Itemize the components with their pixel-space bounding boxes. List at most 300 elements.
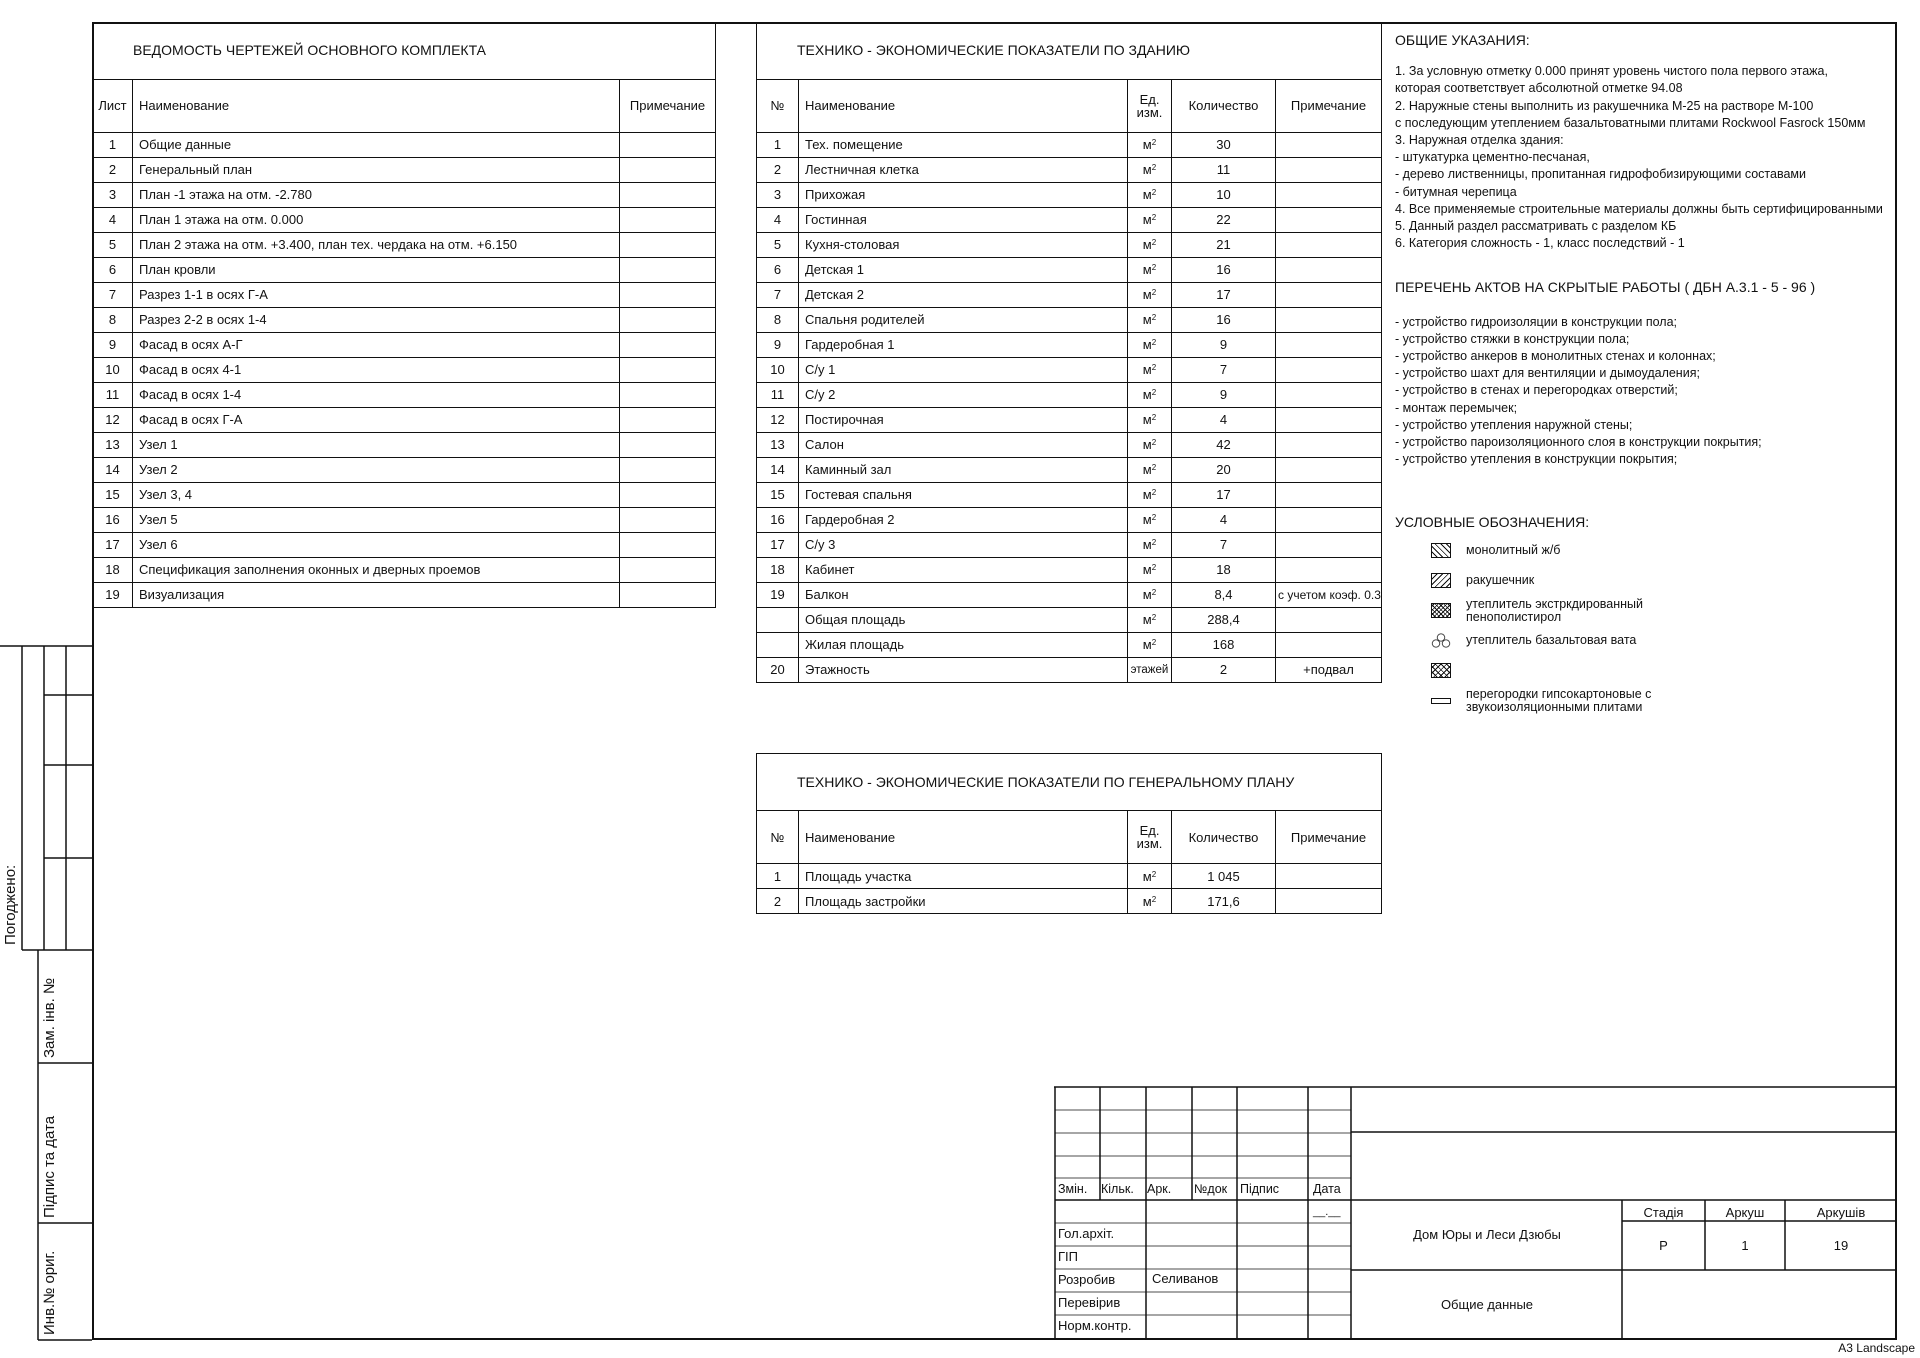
- unit-text: м: [1142, 537, 1152, 552]
- building-indicators-table: [756, 22, 1382, 683]
- unit-text: м: [1142, 487, 1152, 502]
- sheet-title: Спецификация заполнения оконных и дверных проемов: [133, 557, 620, 582]
- row-note: [1276, 382, 1382, 407]
- table-row: [757, 457, 1382, 482]
- row-number: 2: [757, 157, 799, 182]
- replace-inv-label: Зам. інв. №: [41, 977, 58, 1058]
- title-block-col-header: №док: [1194, 1182, 1228, 1196]
- developer-name: Селиванов: [1152, 1271, 1219, 1286]
- hidden-works-list: [1395, 314, 1895, 469]
- role-label: Норм.контр.: [1058, 1318, 1132, 1333]
- date-mark: __.__: [1313, 1206, 1341, 1218]
- role-label: Гол.архіт.: [1058, 1226, 1115, 1241]
- row-note: [1276, 357, 1382, 382]
- col-header-qty: Количество: [1172, 811, 1276, 864]
- sheet-title: Визуализация: [133, 582, 620, 607]
- area-value: 21: [1172, 232, 1276, 257]
- area-value: 7: [1172, 532, 1276, 557]
- sheet-number: 3: [93, 182, 133, 207]
- table-row: [93, 407, 716, 432]
- unit-sup: 2: [1151, 513, 1157, 522]
- area-value: 42: [1172, 432, 1276, 457]
- sheet-number: 15: [93, 482, 133, 507]
- table-header-row: [757, 811, 1382, 864]
- table-row: [757, 407, 1382, 432]
- hatch-xps-icon: [1431, 603, 1451, 618]
- table-row: [757, 657, 1382, 682]
- title-block-col-header: Змін.: [1058, 1182, 1088, 1196]
- room-name: Каминный зал: [799, 457, 1128, 482]
- room-name: Кухня-столовая: [799, 232, 1128, 257]
- legend-label: [1466, 574, 1534, 587]
- room-name: Балкон: [799, 582, 1128, 607]
- note-line: 3. Наружная отделка здания:: [1395, 133, 1564, 148]
- table-row: [93, 457, 716, 482]
- table-row: [757, 307, 1382, 332]
- unit-text: м: [1142, 437, 1152, 452]
- unit-text: м: [1142, 162, 1152, 177]
- col-header-qty: Количество: [1172, 79, 1276, 132]
- table-row: [757, 532, 1382, 557]
- sheet-title: Узел 2: [133, 457, 620, 482]
- table-row: [757, 357, 1382, 382]
- room-name: С/у 1: [799, 357, 1128, 382]
- building-indicators-title: ТЕХНИКО - ЭКОНОМИЧЕСКИЕ ПОКАЗАТЕЛИ ПО ЗДАНИЮ: [757, 22, 1382, 79]
- unit-text: м: [1142, 637, 1152, 652]
- row-number: 18: [757, 557, 799, 582]
- table-row: [757, 232, 1382, 257]
- sheet-value: 1: [1741, 1238, 1749, 1253]
- legend-item: [1395, 656, 1895, 686]
- role-label: ГІП: [1058, 1249, 1078, 1264]
- unit-sup: 2: [1151, 869, 1157, 879]
- row-number: 4: [757, 207, 799, 232]
- sheet-note: [620, 407, 716, 432]
- sheet-note: [620, 357, 716, 382]
- sheet-title: План кровли: [133, 257, 620, 282]
- unit-cell: [1128, 332, 1172, 357]
- unit-sup: 2: [1151, 338, 1157, 347]
- legend-item: [1395, 566, 1895, 596]
- room-name: Жилая площадь: [799, 632, 1128, 657]
- sheet-number: 6: [93, 257, 133, 282]
- hidden-work-line: - устройство пароизоляционного слоя в конструкции покрытия;: [1395, 435, 1762, 450]
- sheet-title: План 2 этажа на отм. +3.400, план тех. чердака на отм. +6.150: [133, 232, 620, 257]
- row-note: [1276, 407, 1382, 432]
- inv-orig-label: Инв.№ ориг.: [41, 1250, 58, 1335]
- hidden-work-line: - устройство в стенах и перегородках отверстий;: [1395, 383, 1678, 398]
- sheets-header: Аркушів: [1816, 1205, 1866, 1220]
- unit-text: м: [1142, 287, 1152, 302]
- col-header-name: Наименование: [799, 811, 1128, 864]
- table-title-row: [757, 754, 1382, 811]
- row-note: [1276, 207, 1382, 232]
- table-row: [757, 282, 1382, 307]
- row-number: 15: [757, 482, 799, 507]
- table-row: [757, 632, 1382, 657]
- sheet-note: [620, 432, 716, 457]
- legend-label-line: ракушечник: [1466, 573, 1535, 588]
- unit-sup: 2: [1151, 363, 1157, 372]
- legend-list: [1395, 536, 1895, 716]
- table-row: [93, 132, 716, 157]
- table-row: [93, 232, 716, 257]
- area-value: 17: [1172, 282, 1276, 307]
- hidden-work-line: - устройство утепления наружной стены;: [1395, 417, 1633, 432]
- area-value: 4: [1172, 507, 1276, 532]
- unit-cell: [1128, 357, 1172, 382]
- sheet-title: Узел 6: [133, 532, 620, 557]
- hidden-work-line: - устройство утепления в конструкции покрытия;: [1395, 452, 1678, 467]
- unit-sup: 2: [1151, 213, 1157, 222]
- sheet-title: Узел 3, 4: [133, 482, 620, 507]
- row-note: [1276, 182, 1382, 207]
- note-line: - дерево лиственницы, пропитанная гидрофобизирующими составами: [1395, 167, 1806, 182]
- note-line: 2. Наружные стены выполнить из ракушечника М-25 на растворе М-100: [1395, 98, 1814, 113]
- area-value: 30: [1172, 132, 1276, 157]
- sheet-note: [620, 232, 716, 257]
- row-note: [1276, 457, 1382, 482]
- col-header-num: №: [757, 79, 799, 132]
- sheet-note: [620, 532, 716, 557]
- sheet-number: 5: [93, 232, 133, 257]
- room-name: Лестничная клетка: [799, 157, 1128, 182]
- room-name: Спальня родителей: [799, 307, 1128, 332]
- unit-cell: [1128, 307, 1172, 332]
- sheet-number: 19: [93, 582, 133, 607]
- sheet-title: План 1 этажа на отм. 0.000: [133, 207, 620, 232]
- legend-label: [1466, 598, 1643, 624]
- table-row: [93, 282, 716, 307]
- unit-cell: [1128, 207, 1172, 232]
- row-number: 1: [757, 132, 799, 157]
- notes-panel: [1395, 32, 1895, 716]
- row-number: 6: [757, 257, 799, 282]
- table-header-row: [757, 79, 1382, 132]
- sheet-number: 17: [93, 532, 133, 557]
- legend-label-line: монолитный ж/б: [1466, 543, 1561, 558]
- row-note: [1276, 307, 1382, 332]
- row-note: [1276, 482, 1382, 507]
- room-name: Гостевая спальня: [799, 482, 1128, 507]
- general-notes-title: ОБЩИЕ УКАЗАНИЯ:: [1395, 32, 1530, 48]
- unit-text: м: [1142, 462, 1152, 477]
- hatch-grid-icon: [1431, 663, 1451, 678]
- unit-text: м: [1142, 137, 1152, 152]
- room-name: Гардеробная 1: [799, 332, 1128, 357]
- sheet-number: 13: [93, 432, 133, 457]
- sheet-note: [620, 382, 716, 407]
- room-name: Салон: [799, 432, 1128, 457]
- legend-label: [1466, 634, 1636, 647]
- table-row: [93, 557, 716, 582]
- unit-cell: [1128, 407, 1172, 432]
- table-row: [757, 157, 1382, 182]
- table-row: [757, 557, 1382, 582]
- sheet-title: Общие данные: [133, 132, 620, 157]
- role-label: Розробив: [1058, 1272, 1116, 1287]
- table-row: [757, 382, 1382, 407]
- row-note: [1276, 607, 1382, 632]
- unit-cell: [1128, 257, 1172, 282]
- unit-cell: [1128, 557, 1172, 582]
- unit-sup: 2: [1151, 413, 1157, 422]
- row-note: +подвал: [1276, 657, 1382, 682]
- sheet-note: [620, 182, 716, 207]
- sheet-note: [620, 332, 716, 357]
- sheet-number: 18: [93, 557, 133, 582]
- row-number: 7: [757, 282, 799, 307]
- partition-line-icon: [1431, 698, 1451, 704]
- unit-cell: [1128, 157, 1172, 182]
- room-name: Гостинная: [799, 207, 1128, 232]
- sheet-note: [620, 132, 716, 157]
- unit-text: м: [1142, 387, 1152, 402]
- table-row: [93, 582, 716, 607]
- legend-item: [1395, 536, 1895, 566]
- role-label: Перевірив: [1058, 1295, 1121, 1310]
- row-note: [1276, 257, 1382, 282]
- row-number: 8: [757, 307, 799, 332]
- paper-format: A3 Landscape: [1838, 1341, 1915, 1355]
- indicator-name: Площадь участка: [799, 864, 1128, 889]
- legend-label-line: перегородки гипсокартоновые с: [1466, 686, 1652, 701]
- unit-text: м: [1142, 337, 1152, 352]
- unit-cell: [1128, 532, 1172, 557]
- title-block-col-header: Підпис: [1240, 1182, 1280, 1196]
- sheet-title: Узел 1: [133, 432, 620, 457]
- row-note: [1276, 282, 1382, 307]
- area-value: 8,4: [1172, 582, 1276, 607]
- unit-sup: 2: [1151, 488, 1157, 497]
- area-value: 10: [1172, 182, 1276, 207]
- sheet-note: [620, 282, 716, 307]
- unit-sup: 2: [1151, 463, 1157, 472]
- row-note: [1276, 889, 1382, 914]
- table-row: [93, 532, 716, 557]
- area-value: 7: [1172, 357, 1276, 382]
- sheet-number: 14: [93, 457, 133, 482]
- unit-text: м: [1142, 412, 1152, 427]
- row-number: 9: [757, 332, 799, 357]
- unit-cell: [1128, 864, 1172, 889]
- table-header-row: [93, 79, 716, 132]
- hidden-work-line: - устройство стяжки в конструкции пола;: [1395, 331, 1630, 346]
- unit-text: м: [1142, 312, 1152, 327]
- legend-item: [1395, 596, 1895, 626]
- col-header-num: №: [757, 811, 799, 864]
- unit-text: м: [1142, 868, 1152, 884]
- row-note: [1276, 632, 1382, 657]
- area-value: 288,4: [1172, 607, 1276, 632]
- row-number: 2: [757, 889, 799, 914]
- sheet-note: [620, 257, 716, 282]
- area-value: 16: [1172, 257, 1276, 282]
- sheet-title: Генеральный план: [133, 157, 620, 182]
- unit-sup: 2: [1151, 538, 1157, 547]
- area-value: 4: [1172, 407, 1276, 432]
- legend-title: УСЛОВНЫЕ ОБОЗНАЧЕНИЯ:: [1395, 514, 1590, 531]
- col-header-note: Примечание: [620, 79, 716, 132]
- unit-sup: 2: [1151, 163, 1157, 172]
- stage-header: Стадія: [1643, 1205, 1684, 1220]
- unit-cell: [1128, 582, 1172, 607]
- table-row: [93, 307, 716, 332]
- table-row: [757, 482, 1382, 507]
- unit-text: м: [1142, 362, 1152, 377]
- hidden-work-line: - устройство шахт для вентиляции и дымоудаления;: [1395, 366, 1700, 381]
- note-line: 4. Все применяемые строительные материалы должны быть сертифицированными: [1395, 201, 1883, 216]
- row-number: 14: [757, 457, 799, 482]
- sheet-number: 10: [93, 357, 133, 382]
- indicator-value: 1 045: [1172, 864, 1276, 889]
- unit-cell: [1128, 282, 1172, 307]
- sheet-title: Фасад в осях Г-А: [133, 407, 620, 432]
- sheet-number: 9: [93, 332, 133, 357]
- area-value: 9: [1172, 382, 1276, 407]
- table-row: [757, 332, 1382, 357]
- sheet-title: Фасад в осях А-Г: [133, 332, 620, 357]
- unit-sup: 2: [1151, 263, 1157, 272]
- sheet-note: [620, 457, 716, 482]
- unit-sup: 2: [1151, 613, 1157, 622]
- area-value: 20: [1172, 457, 1276, 482]
- unit-cell: [1128, 507, 1172, 532]
- sheet-title: Разрез 1-1 в осях Г-А: [133, 282, 620, 307]
- sheet-note: [620, 482, 716, 507]
- row-number: [757, 607, 799, 632]
- unit-sup: 2: [1151, 894, 1157, 904]
- hidden-works-title: ПЕРЕЧЕНЬ АКТОВ НА СКРЫТЫЕ РАБОТЫ ( ДБН А.3.1 - 5 - 96 ): [1395, 279, 1816, 296]
- legend-label: [1466, 688, 1651, 714]
- sheet-number: 8: [93, 307, 133, 332]
- col-header-sheet: Лист: [93, 79, 133, 132]
- hidden-work-line: - устройство анкеров в монолитных стенах и колоннах;: [1395, 349, 1716, 364]
- legend-label-line: утеплитель базальтовая вата: [1466, 633, 1637, 648]
- area-value: 17: [1172, 482, 1276, 507]
- row-number: 17: [757, 532, 799, 557]
- unit-sup: 2: [1151, 313, 1157, 322]
- drawings-list-table: [92, 22, 716, 608]
- note-line: с последующим утеплением базальтоватными плитами Rockwool Fasrock 150мм: [1395, 115, 1866, 130]
- unit-text: м: [1142, 562, 1152, 577]
- note-line: - битумная черепица: [1395, 184, 1517, 199]
- unit-sup: 2: [1151, 563, 1157, 572]
- stage-value: Р: [1659, 1238, 1668, 1253]
- unit-text: м: [1142, 262, 1152, 277]
- table-row: [93, 382, 716, 407]
- title-block-col-header: Дата: [1313, 1182, 1341, 1196]
- area-value: 18: [1172, 557, 1276, 582]
- table-row: [757, 257, 1382, 282]
- row-note: [1276, 532, 1382, 557]
- sheet-number: 7: [93, 282, 133, 307]
- unit-cell: этажей: [1128, 657, 1172, 682]
- unit-cell: [1128, 132, 1172, 157]
- table-row: [93, 332, 716, 357]
- site-indicators-title: ТЕХНИКО - ЭКОНОМИЧЕСКИЕ ПОКАЗАТЕЛИ ПО ГЕНЕРАЛЬНОМУ ПЛАНУ: [757, 754, 1382, 811]
- row-number: 3: [757, 182, 799, 207]
- indicator-value: 171,6: [1172, 889, 1276, 914]
- hidden-work-line: - устройство гидроизоляции в конструкции пола;: [1395, 314, 1678, 329]
- unit-text: м: [1142, 512, 1152, 527]
- table-row: [93, 182, 716, 207]
- unit-sup: 2: [1151, 188, 1157, 197]
- unit-cell: [1128, 232, 1172, 257]
- table-row: [757, 182, 1382, 207]
- unit-sup: 2: [1151, 288, 1157, 297]
- sheet-note: [620, 157, 716, 182]
- sheet-number: 4: [93, 207, 133, 232]
- sheet-number: 11: [93, 382, 133, 407]
- general-notes-list: [1395, 63, 1895, 252]
- row-number: 16: [757, 507, 799, 532]
- row-number: 19: [757, 582, 799, 607]
- table-row: [757, 432, 1382, 457]
- unit-cell: [1128, 607, 1172, 632]
- sheet-note: [620, 557, 716, 582]
- sheet-title: План -1 этажа на отм. -2.780: [133, 182, 620, 207]
- table-row: [757, 889, 1382, 914]
- room-name: Прихожая: [799, 182, 1128, 207]
- row-number: 12: [757, 407, 799, 432]
- sheet-number: 16: [93, 507, 133, 532]
- sign-date-label: Підпис та дата: [41, 1115, 58, 1218]
- table-row: [93, 207, 716, 232]
- sheet-name: Общие данные: [1440, 1297, 1534, 1312]
- room-name: Этажность: [799, 657, 1128, 682]
- row-note: [1276, 157, 1382, 182]
- room-name: Общая площадь: [799, 607, 1128, 632]
- unit-text: м: [1142, 587, 1152, 602]
- room-name: Кабинет: [799, 557, 1128, 582]
- row-number: [757, 632, 799, 657]
- legend-label-line: звукоизоляционными плитами: [1466, 699, 1643, 714]
- table-title-row: [93, 22, 716, 79]
- sheet-number: 2: [93, 157, 133, 182]
- row-number: 1: [757, 864, 799, 889]
- agreed-label: Погоджено:: [2, 864, 19, 945]
- area-value: 16: [1172, 307, 1276, 332]
- room-name: Тех. помещение: [799, 132, 1128, 157]
- row-number: 11: [757, 382, 799, 407]
- table-row: [757, 864, 1382, 889]
- note-line: 1. За условную отметку 0.000 принят уровень чистого пола первого этажа,: [1395, 64, 1828, 79]
- unit-text: м: [1142, 237, 1152, 252]
- unit-cell: [1128, 632, 1172, 657]
- sheet-number: 12: [93, 407, 133, 432]
- sheet-title: Узел 5: [133, 507, 620, 532]
- unit-cell: [1128, 432, 1172, 457]
- table-row: [93, 157, 716, 182]
- unit-cell: [1128, 482, 1172, 507]
- title-block-col-header: Кільк.: [1101, 1182, 1134, 1196]
- unit-sup: 2: [1151, 588, 1157, 597]
- sheet-number: 1: [93, 132, 133, 157]
- table-title-row: [757, 22, 1382, 79]
- unit-text: м: [1142, 612, 1152, 627]
- col-header-name: Наименование: [799, 79, 1128, 132]
- unit-sup: 2: [1151, 638, 1157, 647]
- sheet-title: Фасад в осях 4-1: [133, 357, 620, 382]
- row-number: 20: [757, 657, 799, 682]
- row-number: 5: [757, 232, 799, 257]
- note-line: 5. Данный раздел рассматривать с разделом КБ: [1395, 219, 1677, 234]
- unit-cell: [1128, 182, 1172, 207]
- table-row: [93, 357, 716, 382]
- table-row: [757, 507, 1382, 532]
- title-block-col-header: Арк.: [1147, 1182, 1172, 1196]
